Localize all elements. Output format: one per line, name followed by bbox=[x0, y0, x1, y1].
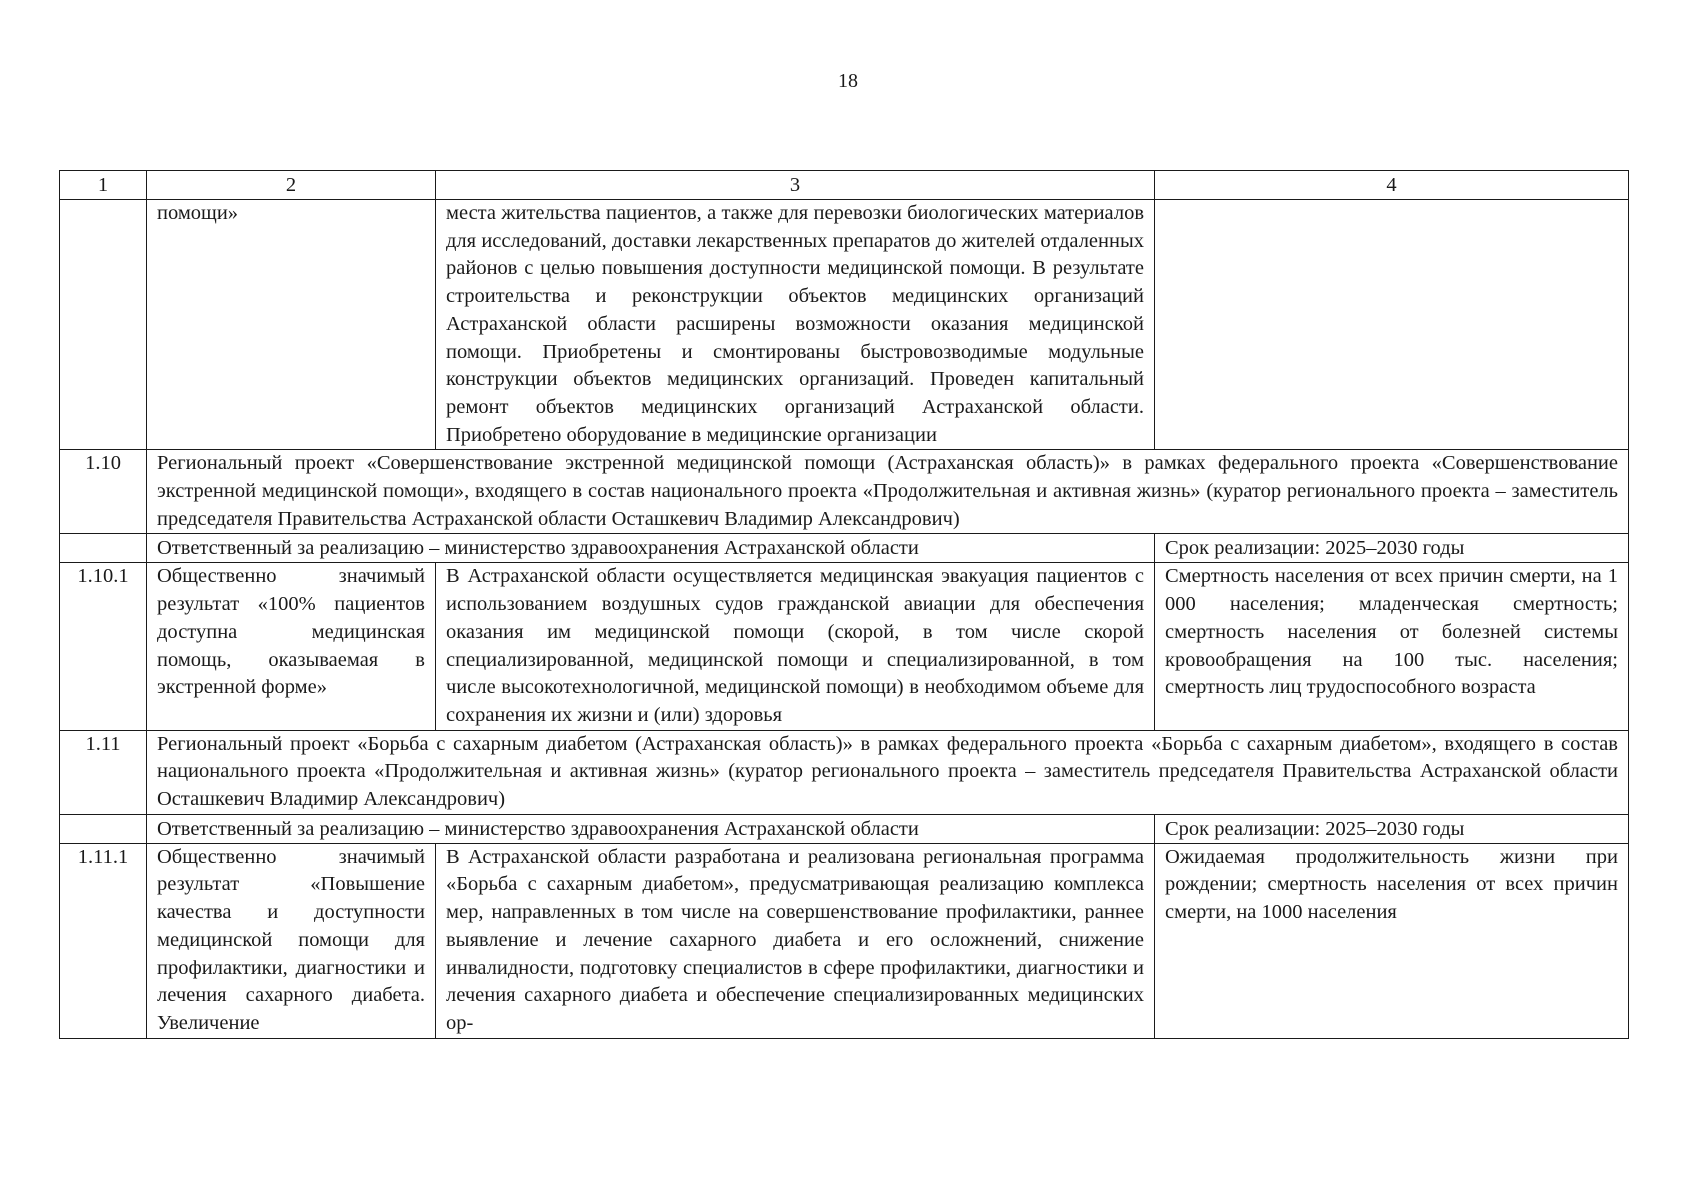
result-name-cell: помощи» bbox=[147, 200, 436, 450]
indicator-cell: Смертность населения от всех причин смерти, на 1 000 населения; младенческая смертность; смертность населения от болезней системы кровообращения на 100 тыс. населения; смертность лиц трудоспособного возраста bbox=[1155, 563, 1629, 730]
description-cell: места жительства пациентов, а также для перевозки биологических материалов для исследований, доставки лекарственных препаратов до жителей отдаленных районов с целью повышения доступности медицинской помощи. В результате строительства и реконструкции объектов медицинских организаций Астраханской области расширены возможности оказания медицинской помощи. Приобретены и смонтированы быстровозводимые модульные конструкции объектов медицинских организаций. Проведен капитальный ремонт объектов медицинских организаций Астраханской области. Приобретено оборудование в медицинские организации bbox=[436, 200, 1155, 450]
project-number: 1.11 bbox=[60, 730, 147, 814]
responsible-row bbox=[60, 814, 1629, 843]
responsible-row bbox=[60, 534, 1629, 563]
header-cell-2: 2 bbox=[147, 171, 436, 200]
project-row bbox=[60, 450, 1629, 534]
project-title: Региональный проект «Совершенствование экстренной медицинской помощи (Астраханская область)» в рамках федерального проекта «Совершенствование экстренной медицинской помощи», входящего в состав национального проекта «Продолжительная и активная жизнь» (куратор регионального проекта – заместитель председателя Правительства Астраханской области Осташкевич Владимир Александрович) bbox=[147, 450, 1629, 534]
table-header-row bbox=[60, 171, 1629, 200]
header-cell-3: 3 bbox=[436, 171, 1155, 200]
responsible-text: Ответственный за реализацию – министерство здравоохранения Астраханской области bbox=[147, 534, 1155, 563]
result-name-cell: Общественно значимый результат «100% пациентов доступна медицинская помощь, оказываемая в экстренной форме» bbox=[147, 563, 436, 730]
description-cell: В Астраханской области осуществляется медицинская эвакуация пациентов с использованием воздушных судов гражданской авиации для обеспечения оказания им медицинской помощи (скорой, в том числе скорой специализированной, медицинской помощи и специализированной, в том числе высокотехнологичной, медицинской помощи) в необходимом объеме для сохранения их жизни и (или) здоровья bbox=[436, 563, 1155, 730]
project-number: 1.10 bbox=[60, 450, 147, 534]
result-name-cell: Общественно значимый результат «Повышение качества и доступности медицинской помощи для профилактики, диагностики и лечения сахарного диабета. Увеличение bbox=[147, 843, 436, 1038]
table-row bbox=[60, 843, 1629, 1038]
header-cell-1: 1 bbox=[60, 171, 147, 200]
term-text: Срок реализации: 2025–2030 годы bbox=[1155, 814, 1629, 843]
responsible-text: Ответственный за реализацию – министерство здравоохранения Астраханской области bbox=[147, 814, 1155, 843]
project-title: Региональный проект «Борьба с сахарным диабетом (Астраханская область)» в рамках федерального проекта «Борьба с сахарным диабетом», входящего в состав национального проекта «Продолжительная и активная жизнь» (куратор регионального проекта – заместитель председателя Правительства Астраханской области Осташкевич Владимир Александрович) bbox=[147, 730, 1629, 814]
description-cell: В Астраханской области разработана и реализована региональная программа «Борьба с сахарным диабетом», предусматривающая реализацию комплекса мер, направленных в том числе на совершенствование профилактики, раннее выявление и лечение сахарного диабета и его осложнений, снижение инвалидности, подготовку специалистов в сфере профилактики, диагностики и лечения сахарного диабета и обеспечение специализированных медицинских ор- bbox=[436, 843, 1155, 1038]
row-number-cell: 1.11.1 bbox=[60, 843, 147, 1038]
table-row bbox=[60, 200, 1629, 450]
table-row bbox=[60, 563, 1629, 730]
indicator-cell bbox=[1155, 200, 1629, 450]
row-number-cell: 1.10.1 bbox=[60, 563, 147, 730]
project-row bbox=[60, 730, 1629, 814]
page-number: 18 bbox=[838, 70, 858, 92]
header-cell-4: 4 bbox=[1155, 171, 1629, 200]
row-number-cell bbox=[60, 534, 147, 563]
indicator-cell: Ожидаемая продолжительность жизни при рождении; смертность населения от всех причин смерти, на 1000 населения bbox=[1155, 843, 1629, 1038]
measures-table bbox=[59, 170, 1629, 1039]
row-number-cell bbox=[60, 200, 147, 450]
row-number-cell bbox=[60, 814, 147, 843]
term-text: Срок реализации: 2025–2030 годы bbox=[1155, 534, 1629, 563]
